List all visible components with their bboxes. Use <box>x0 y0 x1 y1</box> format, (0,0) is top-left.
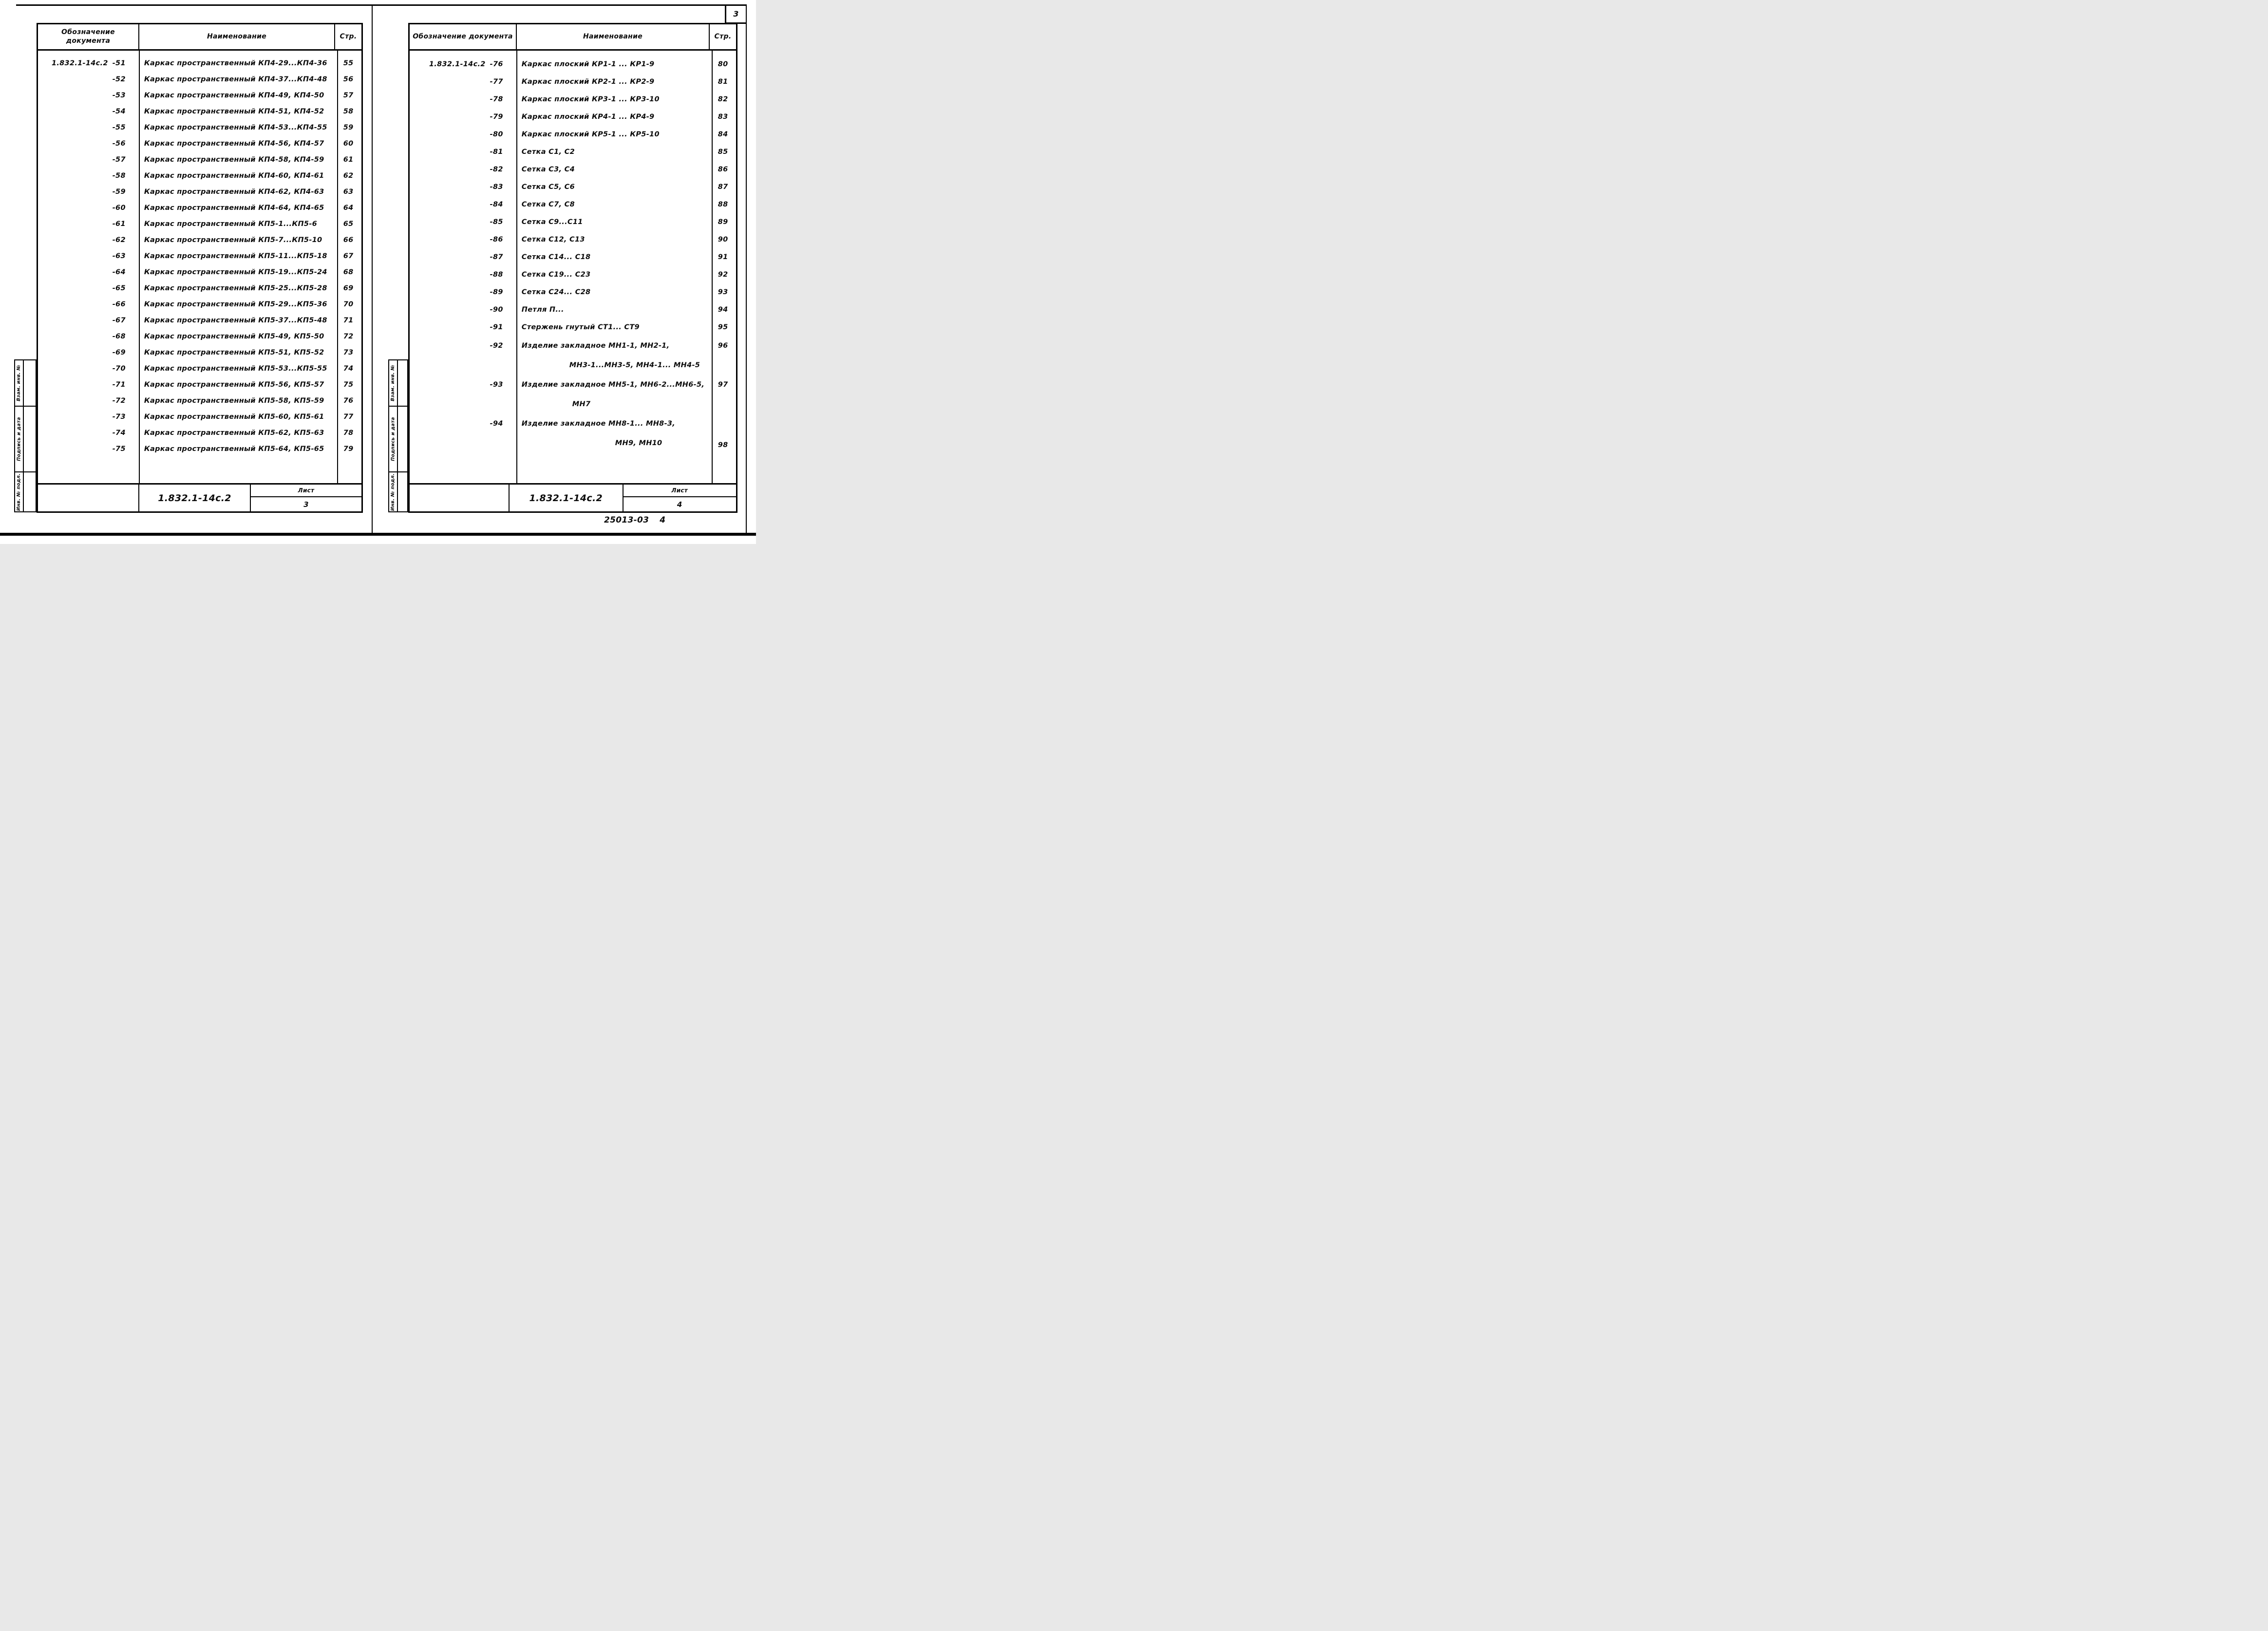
margin-cell-inv: Инв. № подл. <box>388 471 398 512</box>
designation-number: -55 <box>112 123 126 131</box>
table-row <box>38 184 361 200</box>
sheet-4-table <box>408 23 737 513</box>
designation-cell <box>38 119 138 135</box>
designation-cell <box>410 126 516 143</box>
margin-cell-podpis: Подпись и дата <box>14 406 24 472</box>
designation-cell <box>38 232 138 248</box>
designation-number: -62 <box>112 236 126 244</box>
designation-cell <box>38 328 138 344</box>
designation-cell <box>38 344 138 360</box>
page-cell: 84 <box>718 131 728 138</box>
designation-prefix: 1.832.1-14с.2 <box>51 59 108 67</box>
page-cell: 87 <box>718 183 728 191</box>
designation-cell <box>410 161 516 178</box>
designation-number: -60 <box>112 204 126 212</box>
table-row <box>410 91 736 108</box>
designation-cell <box>410 319 516 336</box>
page-cell: 79 <box>343 445 354 453</box>
designation-cell <box>38 87 138 103</box>
designation-cell <box>38 55 138 71</box>
margin-empty-cell <box>397 359 408 407</box>
name-cell: Каркас пространственный КП5-29...КП5-36 <box>144 300 327 308</box>
margin-cell-podpis: Подпись и дата <box>388 406 398 472</box>
name-cell: Каркас плоский КР5-1 ... КР5-10 <box>521 131 660 138</box>
table-row <box>410 108 736 126</box>
column-header-designation: Обозначение документа <box>38 24 139 49</box>
designation-cell <box>38 264 138 280</box>
table-row <box>410 161 736 178</box>
designation-number: -53 <box>112 91 126 99</box>
name-cell: Каркас плоский КР4-1 ... КР4-9 <box>521 113 655 121</box>
designation-number: -89 <box>490 288 503 296</box>
name-cell <box>516 414 710 453</box>
table-row <box>410 283 736 301</box>
table-row <box>38 344 361 360</box>
sheet-3-rows <box>38 51 361 483</box>
designation-cell <box>38 135 138 151</box>
designation-cell <box>38 184 138 200</box>
designation-number: -63 <box>112 252 126 260</box>
table-row <box>410 319 736 336</box>
designation-number: -76 <box>490 60 503 68</box>
page-cell: 57 <box>343 91 354 99</box>
designation-number: -77 <box>490 78 503 86</box>
page-cell: 63 <box>343 187 354 196</box>
column-header-name: Наименование <box>139 24 335 49</box>
name-cell: Сетка С3, С4 <box>521 166 575 173</box>
sheet-label: Лист <box>251 485 361 497</box>
page-cell: 69 <box>343 284 354 292</box>
page-cell: 80 <box>718 60 728 68</box>
page-cell: 92 <box>718 271 728 279</box>
name-cell: Сетка С1, С2 <box>521 148 575 156</box>
sheet-3-table-body <box>38 51 361 483</box>
table-row <box>38 55 361 71</box>
designation-cell <box>410 283 516 301</box>
table-row <box>38 441 361 457</box>
table-row <box>38 248 361 264</box>
designation-cell <box>38 441 138 457</box>
table-row <box>38 425 361 441</box>
designation-cell <box>38 393 138 409</box>
right-sheet-edge-line <box>746 4 747 534</box>
designation-cell <box>38 296 138 312</box>
designation-number: -80 <box>490 131 503 138</box>
page-cell: 76 <box>343 396 354 405</box>
margin-cell-inv: Инв. № подл. <box>14 471 24 512</box>
designation-cell <box>38 376 138 393</box>
designation-cell <box>38 103 138 119</box>
designation-number: -84 <box>490 201 503 208</box>
name-cell: Каркас пространственный КП4-53...КП4-55 <box>144 123 327 131</box>
name-cell: Каркас пространственный КП4-58, КП4-59 <box>144 155 324 164</box>
page-cell: 73 <box>343 348 354 356</box>
scanned-document-page <box>0 0 756 544</box>
bottom-scan-line <box>0 533 756 536</box>
sheet-divider-line <box>372 4 373 534</box>
designation-cell <box>38 409 138 425</box>
table-row <box>38 119 361 135</box>
table-row <box>38 296 361 312</box>
name-cell: Каркас пространственный КП4-29...КП4-36 <box>144 59 327 67</box>
name-cell: Каркас пространственный КП5-11...КП5-18 <box>144 252 327 260</box>
page-cell: 85 <box>718 148 728 156</box>
sheet-3-title-block <box>38 483 361 511</box>
designation-cell <box>38 200 138 216</box>
designation-cell <box>410 196 516 213</box>
column-header-page: Стр. <box>340 32 357 40</box>
designation-cell <box>38 216 138 232</box>
sheet-label: Лист <box>624 485 737 497</box>
name-cell: Каркас пространственный КП5-49, КП5-50 <box>144 332 324 340</box>
name-cell: Каркас плоский КР2-1 ... КР2-9 <box>521 78 655 86</box>
title-block-document-number: 1.832.1-14с.2 <box>510 485 624 511</box>
name-cell <box>516 375 710 414</box>
designation-cell <box>410 231 516 248</box>
page-cell: 90 <box>718 236 728 244</box>
margin-empty-cell <box>23 406 37 472</box>
name-cell: Каркас пространственный КП4-60, КП4-61 <box>144 171 324 180</box>
designation-prefix: 1.832.1-14с.2 <box>429 60 486 68</box>
table-row <box>410 336 736 375</box>
table-row <box>38 264 361 280</box>
title-block-document-number: 1.832.1-14с.2 <box>139 485 251 511</box>
page-cell: 61 <box>343 155 354 164</box>
table-row <box>410 414 736 453</box>
table-row <box>410 143 736 161</box>
name-cell: Каркас пространственный КП5-60, КП5-61 <box>144 412 324 421</box>
designation-number: -54 <box>112 107 126 115</box>
name-cell: Сетка С14... С18 <box>521 253 591 261</box>
designation-cell <box>410 213 516 231</box>
table-row <box>38 312 361 328</box>
name-cell <box>516 336 710 375</box>
table-row <box>410 56 736 73</box>
table-row <box>38 151 361 168</box>
sheet-3-table <box>37 23 363 513</box>
designation-cell <box>410 73 516 91</box>
margin-empty-column <box>397 359 408 512</box>
designation-cell <box>410 375 516 414</box>
designation-number: -83 <box>490 183 503 191</box>
name-cell: Каркас пространственный КП5-64, КП5-65 <box>144 445 324 453</box>
page-cell: 58 <box>343 107 354 115</box>
sheet-4-rows <box>410 51 736 483</box>
designation-cell <box>410 266 516 283</box>
sheet-number: 4 <box>677 500 682 509</box>
designation-number: -92 <box>490 342 503 350</box>
designation-number: -73 <box>112 412 126 421</box>
corner-page-number <box>725 5 747 24</box>
designation-number: -52 <box>112 75 126 83</box>
name-line-2: МН9, МН10 <box>615 439 662 447</box>
margin-empty-column <box>23 359 37 512</box>
designation-number: -65 <box>112 284 126 292</box>
designation-number: -74 <box>112 429 126 437</box>
page-cell: 65 <box>343 220 354 228</box>
table-row <box>410 231 736 248</box>
name-cell: Стержень гнутый СТ1... СТ9 <box>521 323 640 331</box>
designation-number: -64 <box>112 268 126 276</box>
table-row <box>410 126 736 143</box>
table-row <box>410 73 736 91</box>
sheet-4-table-body <box>410 51 736 483</box>
page-cell: 78 <box>343 429 354 437</box>
page-cell: 94 <box>718 306 728 314</box>
name-cell: Каркас пространственный КП5-37...КП5-48 <box>144 316 327 324</box>
column-header-page: Стр. <box>714 32 732 40</box>
table-row <box>410 301 736 319</box>
table-row <box>38 360 361 376</box>
table-row <box>38 71 361 87</box>
corner-page-number-value: 3 <box>733 9 739 19</box>
margin-empty-cell <box>397 471 408 512</box>
designation-number: -78 <box>490 95 503 103</box>
designation-cell <box>410 178 516 196</box>
name-cell: Каркас пространственный КП5-7...КП5-10 <box>144 236 322 244</box>
table-row <box>410 213 736 231</box>
sheet-number: 3 <box>303 500 309 509</box>
page-cell: 81 <box>718 78 728 86</box>
margin-empty-cell <box>23 359 37 407</box>
page-cell: 55 <box>343 59 354 67</box>
table-row <box>38 216 361 232</box>
designation-number: -70 <box>112 364 126 373</box>
page-cell: 82 <box>718 95 728 103</box>
name-line-1: Изделие закладное МН5-1, МН6-2...МН6-5, <box>521 381 705 389</box>
title-block-sheet-cell <box>251 485 361 511</box>
page-cell: 86 <box>718 166 728 173</box>
table-row <box>38 103 361 119</box>
designation-number: -68 <box>112 332 126 340</box>
designation-number: -67 <box>112 316 126 324</box>
designation-number: -94 <box>490 420 503 428</box>
name-cell: Каркас пространственный КП5-62, КП5-63 <box>144 429 324 437</box>
name-cell: Сетка С19... С23 <box>521 271 591 279</box>
designation-cell <box>410 248 516 266</box>
designation-number: -90 <box>490 306 503 314</box>
table-row <box>38 232 361 248</box>
designation-number: -87 <box>490 253 503 261</box>
margin-cell-vzam: Взам. инв. № <box>14 359 24 407</box>
designation-number: -58 <box>112 171 126 180</box>
designation-number: -71 <box>112 380 126 389</box>
sheet-3-table-header <box>38 24 361 51</box>
designation-number: -66 <box>112 300 126 308</box>
designation-cell <box>38 312 138 328</box>
designation-cell <box>38 151 138 168</box>
name-cell: Сетка С7, С8 <box>521 201 575 208</box>
designation-number: -69 <box>112 348 126 356</box>
page-cell: 64 <box>343 204 354 212</box>
page-cell: 96 <box>718 342 728 350</box>
table-row <box>410 248 736 266</box>
name-cell: Петля П... <box>521 306 564 314</box>
page-cell: 59 <box>343 123 354 131</box>
designation-cell <box>410 336 516 375</box>
name-cell: Каркас пространственный КП4-37...КП4-48 <box>144 75 327 83</box>
top-scan-line <box>16 4 747 6</box>
name-cell: Каркас пространственный КП4-51, КП4-52 <box>144 107 324 115</box>
column-header-designation: Обозначение документа <box>410 24 517 49</box>
designation-number: -56 <box>112 139 126 148</box>
page-cell: 67 <box>343 252 354 260</box>
designation-number: -72 <box>112 396 126 405</box>
designation-number: -85 <box>490 218 503 226</box>
page-cell: 83 <box>718 113 728 121</box>
page-cell: 66 <box>343 236 354 244</box>
table-row <box>410 196 736 213</box>
table-row <box>38 376 361 393</box>
designation-cell <box>410 108 516 126</box>
name-cell: Каркас пространственный КП5-58, КП5-59 <box>144 396 324 405</box>
designation-cell <box>38 168 138 184</box>
designation-number: -93 <box>490 381 503 389</box>
designation-number: -86 <box>490 236 503 244</box>
sheet-3-margin-stamp <box>14 359 37 512</box>
name-cell: Каркас пространственный КП4-49, КП4-50 <box>144 91 324 99</box>
page-cell: 91 <box>718 253 728 261</box>
page-cell: 89 <box>718 218 728 226</box>
footer-stamp-code: 25013-03 <box>604 515 649 525</box>
name-line-1: Изделие закладное МН8-1... МН8-3, <box>521 420 676 428</box>
designation-cell <box>38 280 138 296</box>
designation-number: -81 <box>490 148 503 156</box>
table-row <box>38 393 361 409</box>
designation-number: -61 <box>112 220 126 228</box>
column-header-name: Наименование <box>517 24 710 49</box>
designation-number: -75 <box>112 445 126 453</box>
margin-empty-cell <box>23 471 37 512</box>
page-cell: 98 <box>718 441 728 449</box>
designation-number: -91 <box>490 323 503 331</box>
margin-empty-cell <box>397 406 408 472</box>
margin-label-column <box>14 359 24 512</box>
page-cell: 97 <box>718 381 728 389</box>
page-cell: 60 <box>343 139 354 148</box>
page-cell: 88 <box>718 201 728 208</box>
name-cell: Каркас пространственный КП5-56, КП5-57 <box>144 380 324 389</box>
page-cell: 72 <box>343 332 354 340</box>
designation-number: -82 <box>490 166 503 173</box>
page-cell: 70 <box>343 300 354 308</box>
designation-number: -88 <box>490 271 503 279</box>
table-row <box>38 87 361 103</box>
page-cell: 71 <box>343 316 354 324</box>
designation-cell <box>410 143 516 161</box>
name-cell: Каркас плоский КР3-1 ... КР3-10 <box>521 95 660 103</box>
name-cell: Сетка С24... С28 <box>521 288 591 296</box>
designation-number: -79 <box>490 113 503 121</box>
designation-cell <box>410 414 516 453</box>
title-block-empty-cell <box>410 485 510 511</box>
title-block-sheet-cell <box>624 485 737 511</box>
designation-cell <box>38 425 138 441</box>
page-cell: 68 <box>343 268 354 276</box>
name-line-2: МН7 <box>572 400 591 408</box>
name-cell: Каркас пространственный КП5-19...КП5-24 <box>144 268 327 276</box>
footer-stamp <box>604 515 665 525</box>
designation-number: -57 <box>112 155 126 164</box>
name-cell: Каркас плоский КР1-1 ... КР1-9 <box>521 60 655 68</box>
table-row <box>410 178 736 196</box>
name-cell: Сетка С9...С11 <box>521 218 583 226</box>
name-cell: Каркас пространственный КП5-53...КП5-55 <box>144 364 327 373</box>
designation-cell <box>410 56 516 73</box>
name-cell: Сетка С12, С13 <box>521 236 585 244</box>
name-cell: Каркас пространственный КП5-1...КП5-6 <box>144 220 318 228</box>
designation-cell <box>38 71 138 87</box>
page-cell: 93 <box>718 288 728 296</box>
designation-cell <box>410 91 516 108</box>
sheet-4-table-header <box>410 24 736 51</box>
name-cell: Сетка С5, С6 <box>521 183 575 191</box>
page-cell: 95 <box>718 323 728 331</box>
name-cell: Каркас пространственный КП5-51, КП5-52 <box>144 348 324 356</box>
page-cell: 77 <box>343 412 354 421</box>
table-row <box>410 375 736 414</box>
table-row <box>38 168 361 184</box>
table-row <box>38 409 361 425</box>
name-line-2: МН3-1...МН3-5, МН4-1... МН4-5 <box>569 361 700 369</box>
designation-number: -59 <box>112 187 126 196</box>
table-row <box>38 200 361 216</box>
designation-number: -51 <box>112 59 126 67</box>
page-cell: 75 <box>343 380 354 389</box>
designation-cell <box>38 248 138 264</box>
footer-stamp-number: 4 <box>660 515 666 525</box>
table-row <box>38 280 361 296</box>
table-row <box>410 266 736 283</box>
table-row <box>38 328 361 344</box>
designation-cell <box>38 360 138 376</box>
name-cell: Каркас пространственный КП5-25...КП5-28 <box>144 284 327 292</box>
page-cell: 74 <box>343 364 354 373</box>
name-cell: Каркас пространственный КП4-56, КП4-57 <box>144 139 324 148</box>
designation-cell <box>410 301 516 319</box>
margin-cell-vzam: Взам. инв. № <box>388 359 398 407</box>
name-cell: Каркас пространственный КП4-64, КП4-65 <box>144 204 324 212</box>
margin-label-column <box>388 359 398 512</box>
name-cell: Каркас пространственный КП4-62, КП4-63 <box>144 187 324 196</box>
table-row <box>38 135 361 151</box>
page-cell: 62 <box>343 171 354 180</box>
title-block-empty-cell <box>38 485 139 511</box>
sheet-4-title-block <box>410 483 736 511</box>
page-cell: 56 <box>343 75 354 83</box>
sheet-4-margin-stamp <box>388 359 408 512</box>
name-line-1: Изделие закладное МН1-1, МН2-1, <box>521 342 670 350</box>
